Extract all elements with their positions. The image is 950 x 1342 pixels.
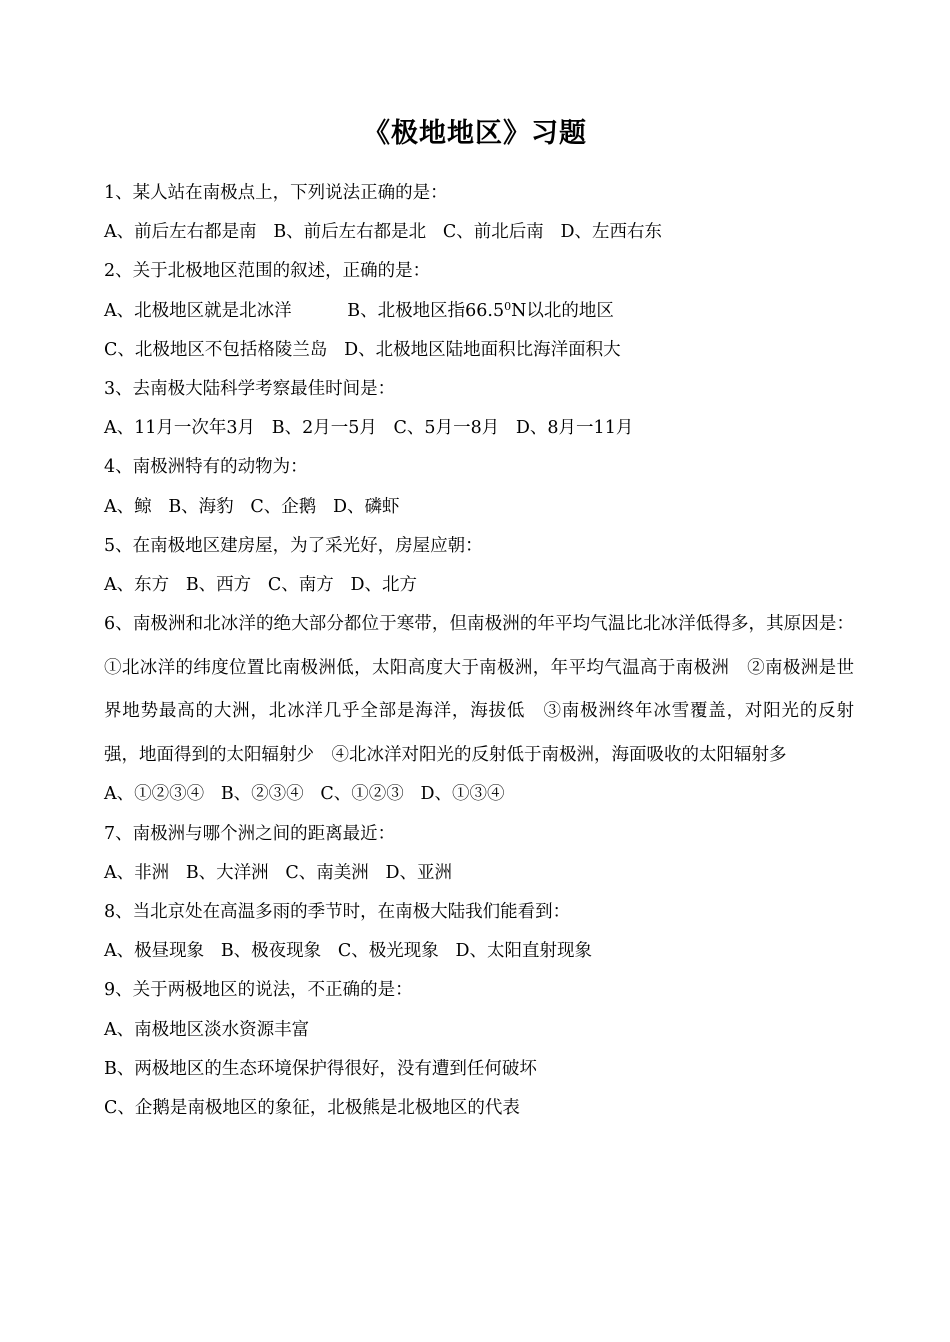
degree-superscript: 0 [504, 299, 512, 313]
question-5-options: A、东方 B、西方 C、南方 D、北方 [104, 574, 417, 595]
question-8-stem: 8、当北京处在高温多雨的季节时，在南极大陆我们能看到： [104, 902, 571, 922]
question-4-stem: 4、南极洲特有的动物为： [104, 457, 308, 478]
question-9-option-a: A、南极地区淡水资源丰富 [104, 1019, 310, 1040]
question-8-options: A、极昼现象 B、极夜现象 C、极光现象 D、太阳直射现象 [104, 941, 592, 962]
question-2-option-a: A、北极地区就是北冰洋 [104, 300, 348, 321]
question-1-stem: 1、某人站在南极点上，下列说法正确的是： [104, 183, 448, 203]
question-2-options-cd: C、北极地区不包括格陵兰岛 D、北极地区陆地面积比海洋面积大 [104, 339, 621, 360]
question-7-stem: 7、南极洲与哪个洲之间的距离最近： [104, 823, 396, 844]
question-3-stem: 3、去南极大陆科学考察最佳时间是： [104, 378, 396, 399]
question-1-options: A、前后左右都是南 B、前后左右都是北 C、前北后南 D、左西右东 [104, 222, 662, 243]
question-2-stem: 2、关于北极地区范围的叙述，正确的是： [104, 261, 431, 282]
question-4-options: A、鲸 B、海豹 C、企鹅 D、磷虾 [104, 496, 400, 517]
question-2-option-b: B、北极地区指66.5$^0$N以北的地区 [347, 299, 614, 321]
document-title: 《极地地区》习题 [363, 118, 587, 149]
question-6-stem: 6、南极洲和北冰洋的绝大部分都位于寒带，但南极洲的年平均气温比北冰洋低得多，其原因是：①北冰洋的纬度位置比南极洲低，太阳高度大于南极洲，年平均气温高于南极洲 ②南极洲是世界地势最高的大洲，北冰洋几乎全部是海洋，海拔低 ③南极洲终年冰雪覆盖，对阳光的反射强，地面得到的太阳辐射少 ④北冰洋对阳光的反射低于南极洲，海面吸收的太阳辐射多 [104, 614, 854, 765]
question-list [104, 174, 854, 1128]
question-7-options: A、非洲 B、大洋洲 C、南美洲 D、亚洲 [104, 862, 452, 883]
question-3-options: A、11月一次年3月 B、2月一5月 C、5月一8月 D、8月一11月 [104, 418, 634, 439]
question-9-option-c: C、企鹅是南极地区的象征，北极熊是北极地区的代表 [104, 1097, 520, 1118]
question-9-option-b: B、两极地区的生态环境保护得很好，没有遭到任何破坏 [104, 1058, 537, 1079]
question-2-options-ab [104, 292, 854, 331]
question-5-stem: 5、在南极地区建房屋，为了采光好，房屋应朝： [104, 535, 483, 556]
question-6-options: A、①②③④ B、②③④ C、①②③ D、①③④ [104, 784, 505, 805]
question-9-stem: 9、关于两极地区的说法，不正确的是： [104, 980, 413, 1001]
